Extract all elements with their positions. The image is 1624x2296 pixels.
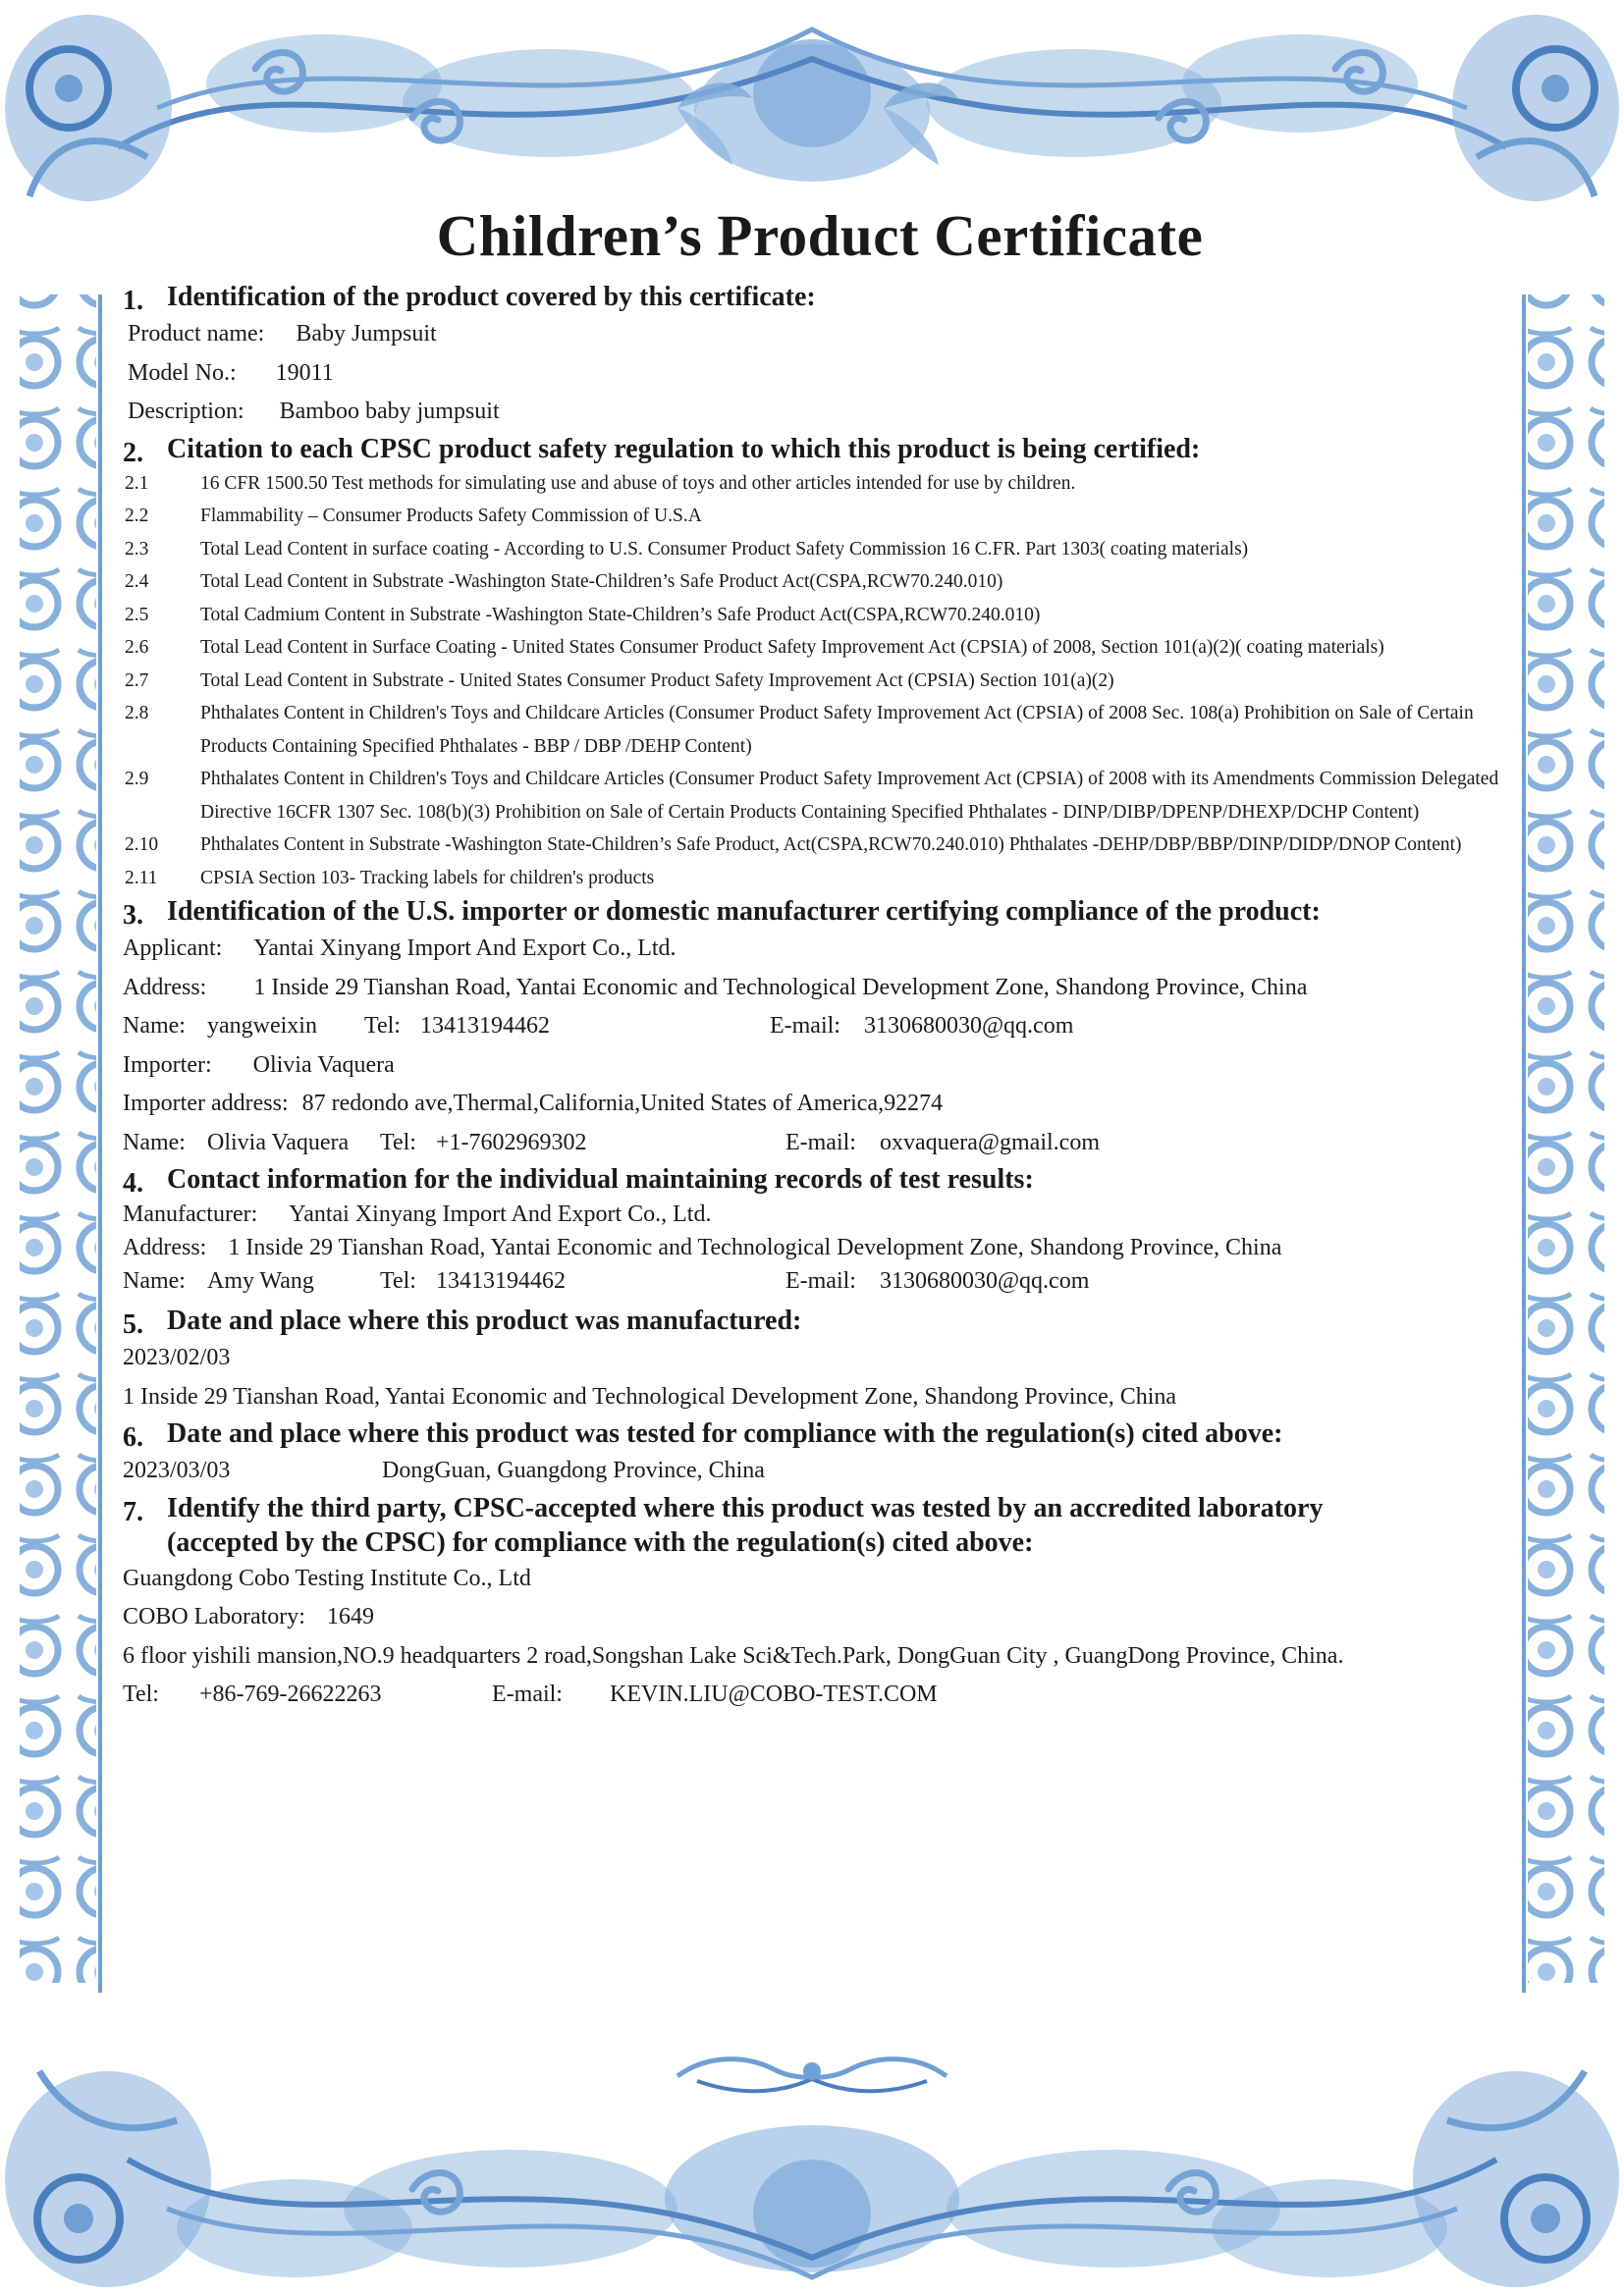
name-value: Olivia Vaquera — [206, 1129, 350, 1155]
section-title: Citation to each CPSC product safety regulation to which this product is being certified: — [167, 433, 1201, 464]
section-6-heading — [123, 1416, 1517, 1452]
section-number: 3. — [123, 900, 143, 931]
regulation-item — [123, 565, 1517, 599]
section-number: 1. — [123, 286, 143, 316]
regulation-number: 2.4 — [125, 571, 149, 592]
corner-ornament-top-left — [5, 15, 172, 201]
applicant-address-row — [123, 969, 1517, 1008]
lab-contact-row — [123, 1676, 1517, 1715]
regulation-text: 16 CFR 1500.50 Test methods for simulating use and abuse of toys and other articles intended for use by children. — [200, 472, 1076, 494]
importer-value: Olivia Vaquera — [252, 1051, 395, 1078]
tel-value: 13413194462 — [435, 1268, 566, 1294]
section-5-heading — [123, 1304, 1517, 1339]
regulation-text: CPSIA Section 103- Tracking labels for children's products — [200, 867, 655, 888]
corner-ornament-top-right — [1452, 15, 1619, 201]
regulation-item — [123, 828, 1517, 862]
product-name-label: Product name: — [128, 321, 265, 347]
regulation-text: Total Cadmium Content in Substrate -Washington State-Children’s Safe Product Act(CSPA,RCW70.240.010) — [200, 604, 1041, 625]
regulation-list — [123, 467, 1517, 895]
manufacture-place: 1 Inside 29 Tianshan Road, Yantai Economic and Technological Development Zone, Shandong Province, China — [123, 1383, 1177, 1410]
regulation-text: Flammability – Consumer Products Safety Commission of U.S.A — [200, 506, 702, 526]
lab-label: COBO Laboratory: — [123, 1604, 305, 1629]
regulation-number: 2.9 — [125, 769, 149, 789]
test-place: DongGuan, Guangdong Province, China — [382, 1458, 765, 1483]
importer-address-row — [123, 1085, 1517, 1124]
center-flourish — [677, 2059, 947, 2092]
top-ornament — [98, 29, 1526, 182]
product-name-value: Baby Jumpsuit — [296, 321, 437, 347]
lab-address: 6 floor yishili mansion,NO.9 headquarters 2 road,Songshan Lake Sci&Tech.Park, DongGuan City , GuangDong Province, China. — [123, 1642, 1344, 1669]
regulation-number: 2.2 — [125, 506, 149, 526]
tel-value: 13413194462 — [419, 1013, 550, 1039]
tel-value: +1-7602969302 — [435, 1129, 587, 1155]
lab-value: 1649 — [326, 1604, 374, 1629]
regulation-text: Total Lead Content in Surface Coating - United States Consumer Product Safety Improvement Act (CPSIA) of 2008, Section 101(a)(2)( coating materials) — [200, 637, 1384, 658]
email-value: oxvaquera@gmail.com — [879, 1129, 1100, 1155]
regulation-item — [123, 763, 1517, 828]
manufacturer-label: Manufacturer: — [123, 1201, 258, 1227]
name-label: Name: — [123, 1268, 186, 1294]
applicant-label: Applicant: — [123, 935, 223, 961]
address-value: 1 Inside 29 Tianshan Road, Yantai Economic and Technological Development Zone, Shandong Province, China — [228, 1235, 1282, 1260]
right-border-band — [1528, 294, 1604, 1983]
importer-row — [123, 1046, 1517, 1086]
section-title: Contact information for the individual maintaining records of test results: — [167, 1164, 1034, 1195]
model-no-value: 19011 — [275, 359, 334, 386]
importer-address-value: 87 redondo ave,Thermal,California,United States of America,92274 — [301, 1091, 944, 1116]
regulation-item — [123, 631, 1517, 665]
model-no-row — [123, 354, 1517, 394]
regulation-item — [123, 665, 1517, 698]
description-value: Bamboo baby jumpsuit — [279, 399, 500, 424]
regulation-number: 2.11 — [125, 867, 158, 888]
regulation-number: 2.8 — [125, 703, 149, 723]
regulation-text: Phthalates Content in Substrate -Washington State-Children’s Safe Product, Act(CSPA,RCW70.240.010) Phthalates -DEHP/DBP/BBP/DINP/DIDP/DNOP Content) — [200, 834, 1462, 855]
name-value: yangweixin — [206, 1013, 317, 1039]
tel-label: Tel: — [379, 1129, 416, 1155]
certificate-title: Children’s Product Certificate — [436, 203, 1204, 268]
lab-number-row — [123, 1598, 1517, 1637]
name-label: Name: — [123, 1129, 186, 1155]
address-value: 1 Inside 29 Tianshan Road, Yantai Economic and Technological Development Zone, Shandong Province, China — [253, 974, 1308, 1000]
email-label: E-mail: — [769, 1013, 840, 1039]
email-value: 3130680030@qq.com — [863, 1013, 1074, 1039]
regulation-text: Phthalates Content in Children's Toys and Childcare Articles (Consumer Product Safety Improvement Act (CPSIA) of 2008 with its Amendments Commission Delegated Directive 16CFR 1307 Sec. 108(b)(3) Prohibition on Sale of Certain Products Containing Specified Phthalates - DINP/DIBP/DPENP/DHEXP/DCHP Content) — [200, 769, 1499, 823]
email-value: KEVIN.LIU@COBO-TEST.COM — [610, 1682, 938, 1707]
address-label: Address: — [123, 1235, 207, 1260]
regulation-item — [123, 697, 1517, 763]
section-7-heading — [123, 1491, 1517, 1560]
description-label: Description: — [128, 399, 244, 424]
tel-label: Tel: — [123, 1682, 159, 1707]
section-title: Identification of the U.S. importer or domestic manufacturer certifying compliance of the product: — [167, 896, 1321, 927]
product-name-row — [123, 315, 1517, 354]
corner-ornament-bottom-left — [5, 2071, 211, 2287]
description-row — [123, 393, 1517, 432]
section-number: 7. — [123, 1496, 143, 1527]
address-label: Address: — [123, 974, 207, 1000]
tel-value: +86-769-26622263 — [199, 1682, 382, 1707]
regulation-number: 2.5 — [125, 604, 149, 625]
importer-label: Importer: — [123, 1051, 212, 1078]
manufacturer-address-row — [123, 1231, 1517, 1264]
section-number: 5. — [123, 1309, 143, 1340]
tel-label: Tel: — [379, 1268, 416, 1294]
email-label: E-mail: — [492, 1682, 563, 1707]
section-title: Date and place where this product was manufactured: — [167, 1306, 802, 1336]
section-title-line-2: (accepted by the CPSC) for compliance with the regulation(s) cited above: — [167, 1526, 1034, 1558]
regulation-number: 2.1 — [125, 472, 149, 494]
name-label: Name: — [123, 1013, 186, 1039]
applicant-row — [123, 930, 1517, 969]
test-date: 2023/03/03 — [123, 1458, 231, 1483]
section-number: 2. — [123, 437, 143, 468]
email-label: E-mail: — [785, 1268, 856, 1294]
regulation-item — [123, 862, 1517, 895]
regulation-text: Total Lead Content in surface coating - According to U.S. Consumer Product Safety Commission 16 C.FR. Part 1303( coating materials) — [200, 538, 1249, 560]
model-no-label: Model No.: — [128, 359, 237, 386]
section-1-heading — [123, 280, 1517, 315]
regulation-text: Total Lead Content in Substrate - United States Consumer Product Safety Improvement Act (CPSIA) Section 101(a)(2) — [200, 669, 1114, 691]
manufacture-date: 2023/02/03 — [123, 1345, 231, 1370]
regulation-text: Phthalates Content in Children's Toys and Childcare Articles (Consumer Product Safety Improvement Act (CPSIA) of 2008 Sec. 108(a) Prohibition on Sale of Certain Products Containing Specified Phthalates - BBP / DBP /DEHP Content) — [200, 703, 1474, 757]
lab-name: Guangdong Cobo Testing Institute Co., Ltd — [123, 1565, 531, 1591]
manufacturer-contact-row — [123, 1264, 1517, 1298]
left-border-band — [20, 294, 96, 1983]
regulation-number: 2.7 — [125, 669, 149, 691]
section-2-heading — [123, 432, 1517, 467]
regulation-item — [123, 533, 1517, 566]
section-number: 4. — [123, 1168, 143, 1199]
importer-address-label: Importer address: — [123, 1091, 289, 1116]
regulation-item — [123, 599, 1517, 632]
section-title: Identification of the product covered by this certificate: — [167, 282, 816, 312]
regulation-number: 2.3 — [125, 538, 149, 560]
applicant-contact-row — [123, 1007, 1517, 1046]
section-3-heading — [123, 894, 1517, 930]
email-value: 3130680030@qq.com — [879, 1268, 1090, 1294]
section-title-line-1: Identify the third party, CPSC-accepted where this product was tested by an accredited laboratory — [167, 1492, 1324, 1523]
test-date-place-row — [123, 1452, 1517, 1491]
manufacturer-row — [123, 1198, 1517, 1231]
regulation-number: 2.10 — [125, 834, 159, 855]
bottom-ornament — [128, 2125, 1496, 2277]
section-number: 6. — [123, 1422, 143, 1453]
certificate-content — [123, 201, 1517, 1715]
tel-label: Tel: — [363, 1013, 401, 1039]
importer-contact-row — [123, 1124, 1517, 1163]
section-title: Date and place where this product was tested for compliance with the regulation(s) cited above: — [167, 1418, 1283, 1449]
corner-ornament-bottom-right — [1413, 2071, 1619, 2287]
regulation-item — [123, 467, 1517, 501]
section-4-heading — [123, 1162, 1517, 1198]
regulation-number: 2.6 — [125, 637, 149, 658]
applicant-value: Yantai Xinyang Import And Export Co., Ltd. — [253, 935, 677, 961]
regulation-item — [123, 500, 1517, 533]
regulation-text: Total Lead Content in Substrate -Washington State-Children’s Safe Product Act(CSPA,RCW70.240.010) — [200, 571, 1003, 592]
email-label: E-mail: — [785, 1129, 856, 1155]
name-value: Amy Wang — [206, 1268, 314, 1294]
manufacturer-value: Yantai Xinyang Import And Export Co., Ltd. — [289, 1201, 712, 1227]
